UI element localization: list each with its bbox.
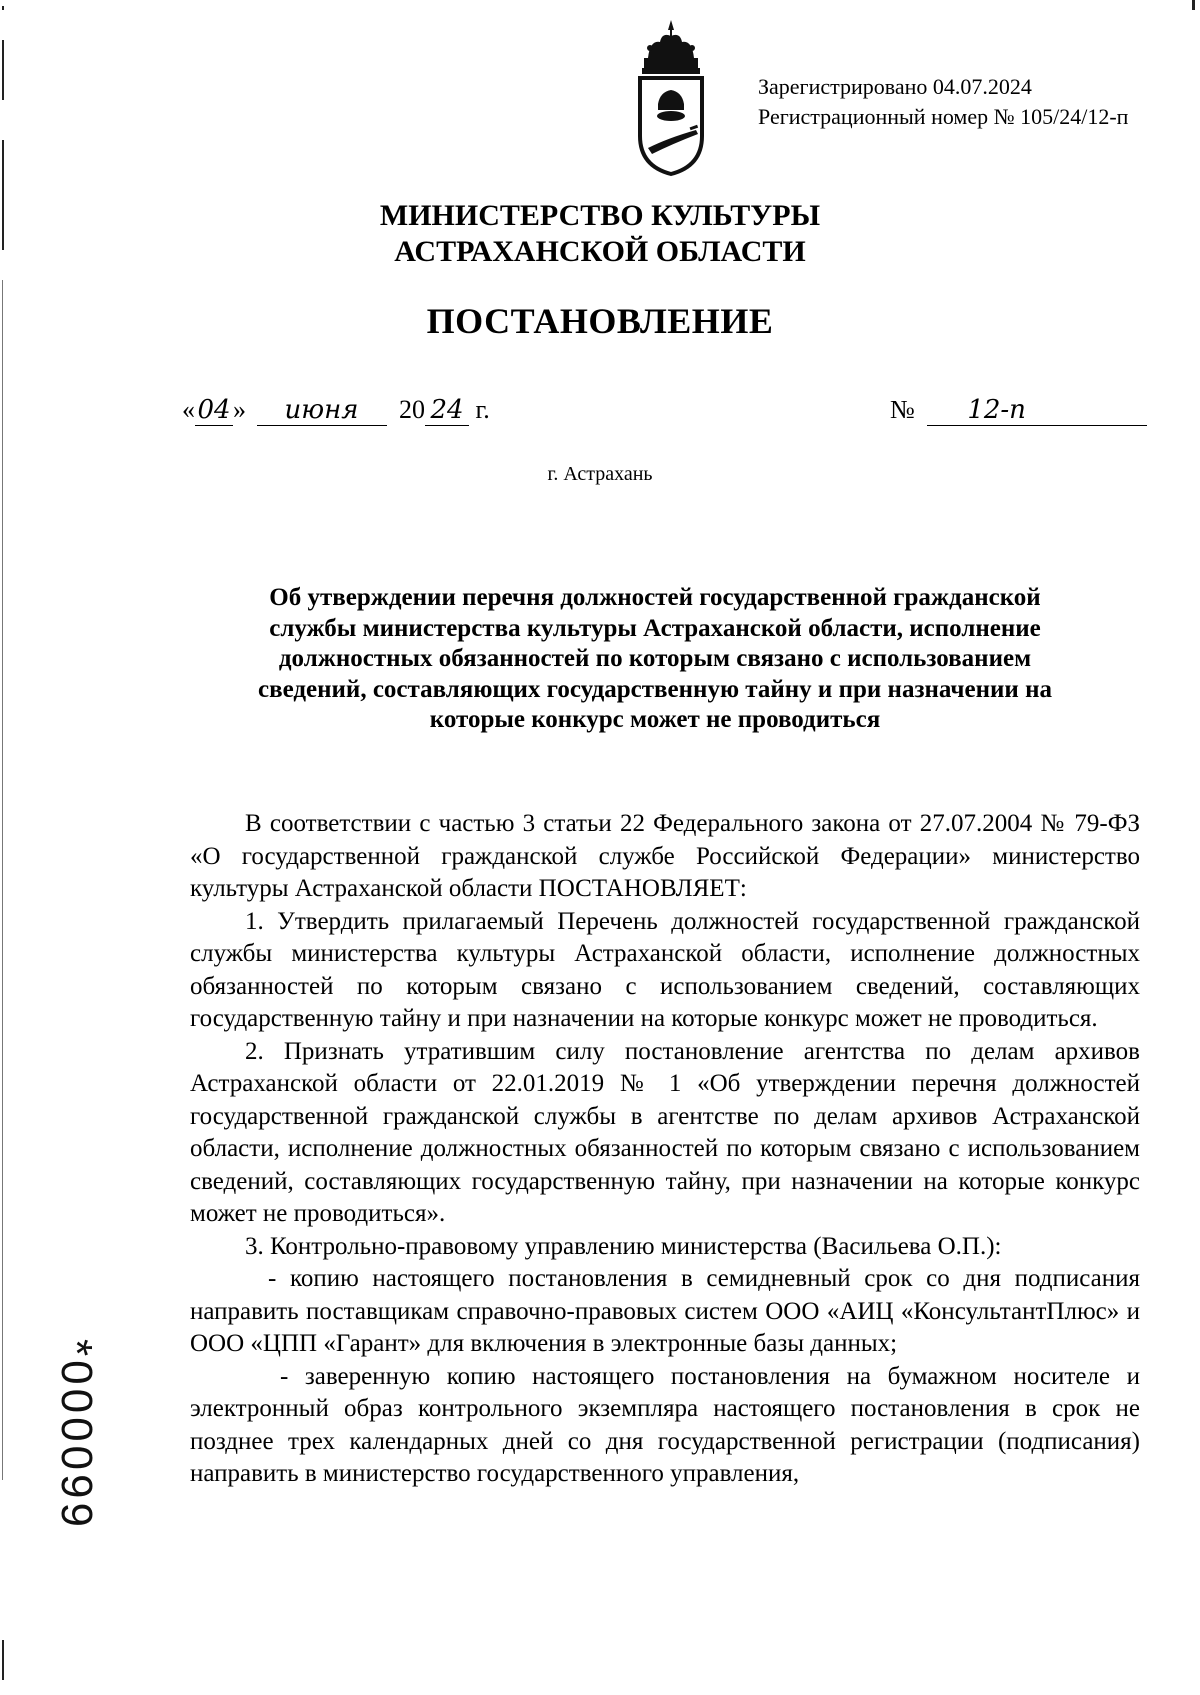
subject-line: сведений, составляющих государственную тайну и при назначении на [258, 675, 1052, 703]
date-year-unit: г. [475, 395, 490, 424]
side-serial-code-text: *000099 [52, 1339, 101, 1531]
scan-edge-right-mark [1192, 0, 1195, 10]
city-name: г. Астрахань [547, 463, 653, 485]
ministry-name [0, 198, 1200, 270]
item-1-paragraph: 1. Утвердить прилагаемый Перечень должностей государственной гражданской службы министерства культуры Астраханской области, исполнение должностных обязанностей по которым связано с использованием сведений, составляющих государственную тайну и при назначении на которые конкурс может не проводиться. [190, 907, 1140, 1032]
subject-line: должностных обязанностей по которым связано с использованием [278, 645, 1032, 672]
registration-number: Регистрационный номер № 105/24/12-п [758, 104, 1129, 129]
document-number [890, 395, 1147, 426]
ministry-name-line2: АСТРАХАНСКОЙ ОБЛАСТИ [394, 235, 806, 268]
document-date [182, 395, 490, 426]
number-value: 12-п [927, 395, 1147, 426]
date-month: июня [257, 395, 387, 426]
document-body [190, 808, 1140, 1491]
date-close-quote: » [233, 395, 246, 424]
registration-stamp [758, 72, 1128, 132]
date-year-suffix: 24 [425, 395, 469, 426]
side-serial-code [40, 1320, 112, 1550]
subject-line: службы министерства культуры Астраханской области, исполнение [269, 614, 1041, 642]
document-type-title: ПОСТАНОВЛЕНИЕ [426, 301, 774, 341]
coat-of-arms-emblem [628, 18, 714, 178]
date-day: 04 [195, 395, 233, 426]
preamble-paragraph: В соответствии с частью 3 статьи 22 Федерального закона от 27.07.2004 № 79-ФЗ «О государственной гражданской службе Российской Федерации» министерство культуры Астраханской области ПОСТАНОВЛЯЕТ: [190, 810, 1140, 902]
item-2-paragraph: 2. Признать утратившим силу постановление агентства по делам архивов Астраханской области от 22.01.2019 № 1 «Об утверждении перечня должностей государственной гражданской службы в агентстве по делам архивов Астраханской области, исполнение должностных обязанностей по которым связано с использованием сведений, составляющих государственную тайну, при назначении на которые конкурс может не проводиться». [190, 1037, 1140, 1227]
date-year-prefix: 20 [399, 395, 425, 424]
registration-date: Зарегистрировано 04.07.2024 [758, 74, 1032, 99]
ministry-name-line1: МИНИСТЕРСТВО КУЛЬТУРЫ [379, 199, 821, 232]
subject-line: Об утверждении перечня должностей государственной гражданской [269, 584, 1041, 611]
item-3-paragraph: 3. Контрольно-правовому управлению министерства (Васильева О.П.): [245, 1232, 1002, 1260]
date-open-quote: « [182, 395, 195, 424]
subject-line: которые конкурс может не проводиться [429, 706, 881, 733]
item-3-sub-2-paragraph: - заверенную копию настоящего постановления на бумажном носителе и электронный образ контрольного экземпляра настоящего постановления в срок не позднее трех календарных дней со дня государственной регистрации (подписания) направить в министерство государственного управления, [190, 1362, 1140, 1487]
number-sign: № [890, 395, 915, 424]
document-subject [205, 583, 1105, 736]
item-3-sub-1-paragraph: - копию настоящего постановления в семидневный срок со дня подписания направить поставщикам справочно-правовых систем ООО «АИЦ «КонсультантПлюс» и ООО «ЦПП «Гарант» для включения в электронные базы данных; [190, 1265, 1140, 1357]
